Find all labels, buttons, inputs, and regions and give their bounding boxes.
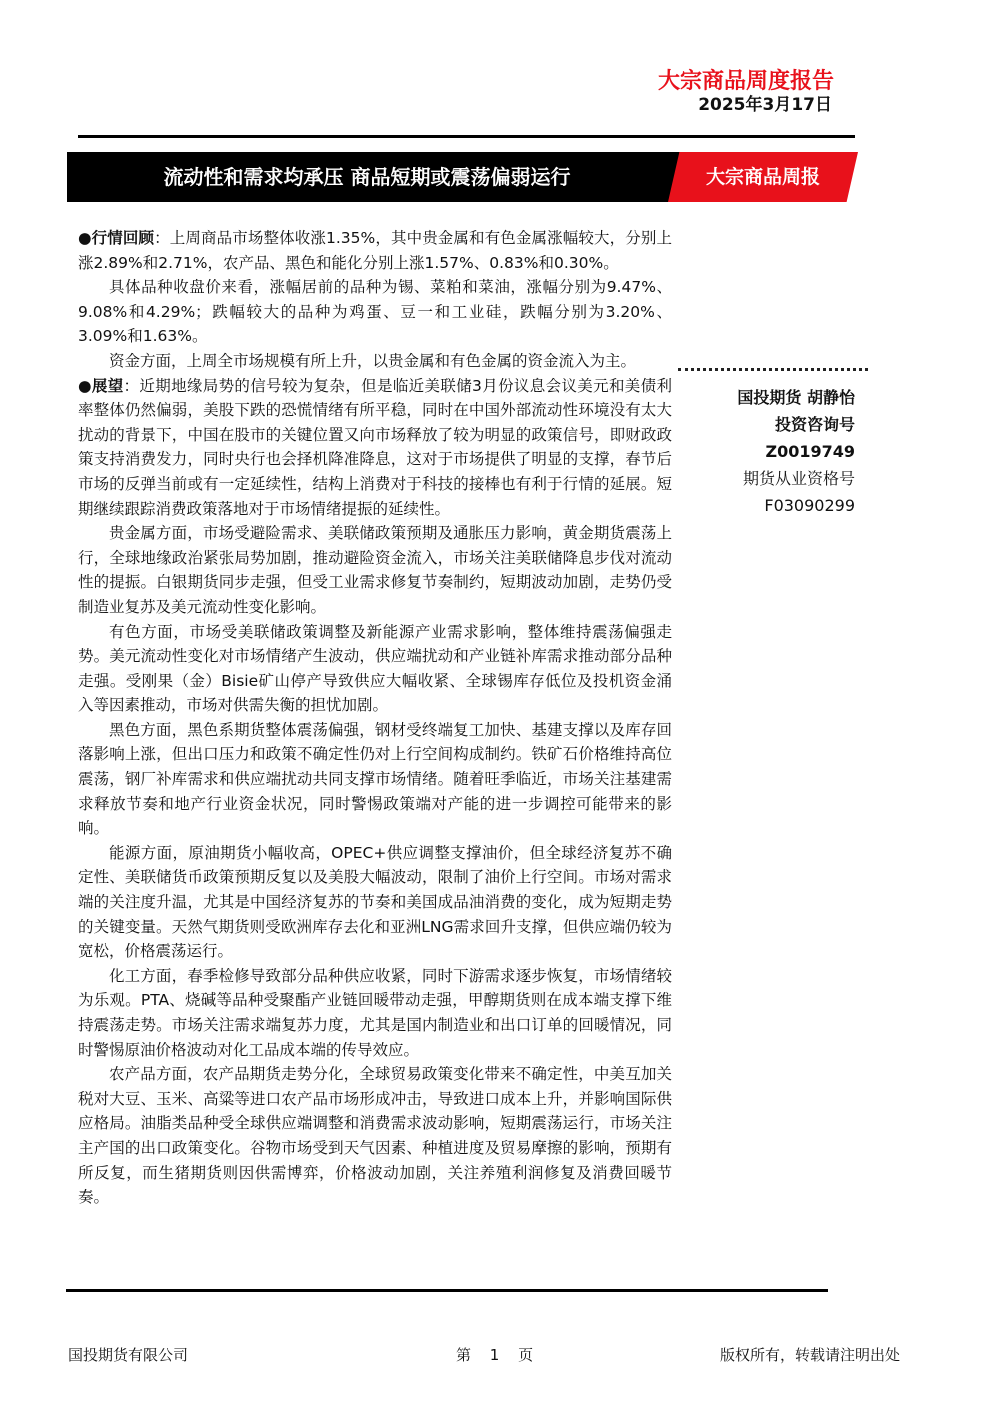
report-category-tag: 大宗商品周报 bbox=[705, 166, 820, 188]
funds-paragraph: 资金方面，上周全市场规模有所上升，以贵金属和有色金属的资金流入为主。 bbox=[109, 351, 637, 370]
consult-number-label: 投资咨询号 bbox=[774, 415, 855, 434]
bottom-divider bbox=[66, 1289, 828, 1292]
analyst-info bbox=[737, 384, 855, 519]
qualification-number: F03090299 bbox=[764, 496, 855, 515]
market-review-text: ：上周商品市场整体收涨1.35%，其中贵金属和有色金属涨幅较大，分别上涨2.89%和2.71%，农产品、黑色和能化分别上涨1.57%、0.83%和0.30%。 bbox=[78, 229, 672, 272]
precious-metals-paragraph: 贵金属方面，市场受避险需求、美联储政策预期及通胀压力影响，黄金期货震荡上行，全球地缘政治紧张局势加剧，推动避险资金流入，市场关注美联储降息步伐对流动性的提振。白银期货同步走强，但受工业需求修复节奏制约，短期波动加剧，走势仍受制造业复苏及美元流动性变化影响。 bbox=[78, 524, 672, 616]
market-review-heading: ●行情回顾 bbox=[78, 229, 155, 247]
report-date: 2025年3月17日 bbox=[698, 95, 832, 115]
consult-number: Z0019749 bbox=[765, 442, 855, 461]
footer-copyright: 版权所有，转载请注明出处 bbox=[720, 1346, 901, 1364]
top-divider bbox=[78, 135, 855, 138]
outlook-heading: ●展望 bbox=[78, 376, 124, 395]
ferrous-paragraph: 黑色方面，黑色系期货整体震荡偏强，钢材受终端复工加快、基建支撑以及库存回落影响上涨，但出口压力和政策不确定性仍对上行空间构成制约。铁矿石价格维持高位震荡，钢厂补库需求和供应端扰动共同支撑市场情绪。随着旺季临近，市场关注基建需求释放节奏和地产行业资金状况，同时警惕政策端对产能的进一步调控可能带来的影响。 bbox=[78, 720, 672, 838]
report-title: 流动性和需求均承压 商品短期或震荡偏弱运行 bbox=[163, 165, 571, 189]
varieties-paragraph: 具体品种收盘价来看，涨幅居前的品种为锡、菜粕和菜油，涨幅分别为9.47%、9.08%和4.29%；跌幅较大的品种为鸡蛋、豆一和工业硅，跌幅分别为3.20%、3.09%和1.63%。 bbox=[78, 278, 672, 346]
chemicals-paragraph: 化工方面，春季检修导致部分品种供应收紧，同时下游需求逐步恢复，市场情绪较为乐观。PTA、烧碱等品种受聚酯产业链回暖带动走强，甲醇期货则在成本端支撑下维持震荡走势。市场关注需求端复苏力度，尤其是国内制造业和出口订单的回暖情况，同时警惕原油价格波动对化工品成本端的传导效应。 bbox=[78, 966, 672, 1059]
agriculture-paragraph: 农产品方面，农产品期货走势分化，全球贸易政策变化带来不确定性，中美互加关税对大豆、玉米、高粱等进口农产品市场形成冲击，导致进口成本上升，并影响国际供应格局。油脂类品种受全球供应端调整和消费需求波动影响，短期震荡运行，市场关注主产国的出口政策变化。谷物市场受到天气因素、种植进度及贸易摩擦的影响，预期有所反复，而生猪期货则因供需博弈，价格波动加剧，关注养殖利润修复及消费回暖节奏。 bbox=[78, 1065, 672, 1207]
sidebar-dotted-divider bbox=[678, 368, 868, 371]
report-body bbox=[78, 226, 672, 1210]
outlook-text: ：近期地缘局势的信号较为复杂，但是临近美联储3月份议息会议美元和美债利率整体仍然偏弱，美股下跌的恐慌情绪有所平稳，同时在中国外部流动性环境没有太大扰动的背景下，中国在股市的关键位置又向市场释放了较为明显的政策信号，即财政政策支持消费发力，同时央行也会择机降准降息，这对于市场提供了明显的支撑，春节后市场的反弹当前或有一定延续性，结构上消费对于科技的接棒也有利于行情的延展。短期继续跟踪消费政策落地对于市场情绪提振的延续性。 bbox=[78, 376, 672, 518]
analyst-org-name: 国投期货 胡静怡 bbox=[737, 388, 855, 407]
outlook-paragraph bbox=[78, 374, 672, 522]
energy-paragraph: 能源方面，原油期货小幅收高，OPEC+供应调整支撑油价，但全球经济复苏不确定性、美联储货币政策预期反复以及美股大幅波动，限制了油价上行空间。市场对需求端的关注度升温，尤其是中国经济复苏的节奏和美国成品油消费的变化，成为短期走势的关键变量。天然气期货则受欧洲库存去化和亚洲LNG需求回升支撑，但供应端仍较为宽松，价格震荡运行。 bbox=[78, 843, 672, 961]
footer-company: 国投期货有限公司 bbox=[68, 1346, 189, 1364]
footer-page-number: 第 1 页 bbox=[456, 1346, 534, 1364]
qualification-label: 期货从业资格号 bbox=[742, 469, 855, 488]
market-review-paragraph bbox=[78, 226, 672, 275]
nonferrous-paragraph: 有色方面，市场受美联储政策调整及新能源产业需求影响，整体维持震荡偏强走势。美元流动性变化对市场情绪产生波动，供应端扰动和产业链补库需求推动部分品种走强。受刚果（金）Bisie矿山停产导致供应大幅收紧、全球锡库存低位及投机资金涌入等因素推动，市场对供需失衡的担忧加剧。 bbox=[78, 622, 672, 715]
report-type-label: 大宗商品周度报告 bbox=[657, 69, 834, 94]
